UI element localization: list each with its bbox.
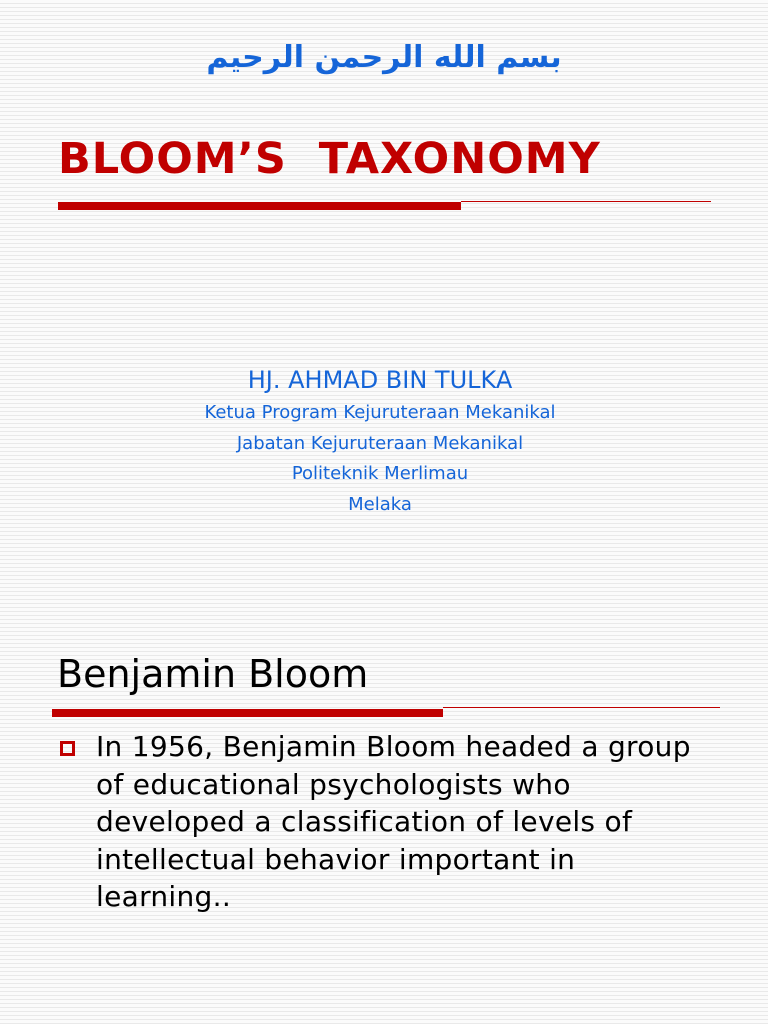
author-location: Melaka: [348, 493, 412, 515]
basmala-heading: بسم الله الرحمن الرحيم: [206, 40, 562, 75]
slide-heading: Benjamin Bloom: [57, 652, 369, 696]
heading-underline-thin: [443, 707, 720, 708]
author-department: Jabatan Kejuruteraan Mekanikal: [236, 432, 524, 454]
bullet-text: In 1956, Benjamin Bloom headed a group of educational psychologists who developed a classification of levels of intellectual behavior important in learning..: [96, 730, 691, 913]
author-block: [0, 362, 760, 520]
author-position: Ketua Program Kejuruteraan Mekanikal: [204, 402, 556, 423]
slide-title: BLOOM’S TAXONOMY: [58, 134, 601, 184]
square-bullet-icon: [60, 741, 75, 756]
author-name: HJ. AHMAD BIN TULKA: [247, 366, 513, 394]
content-slide: [0, 640, 768, 1024]
title-underline-thick: [58, 202, 461, 210]
author-institution: Politeknik Merlimau: [291, 463, 469, 484]
bullet-item: [58, 728, 738, 916]
title-underline-thin: [461, 201, 711, 202]
heading-underline-thick: [52, 709, 443, 717]
